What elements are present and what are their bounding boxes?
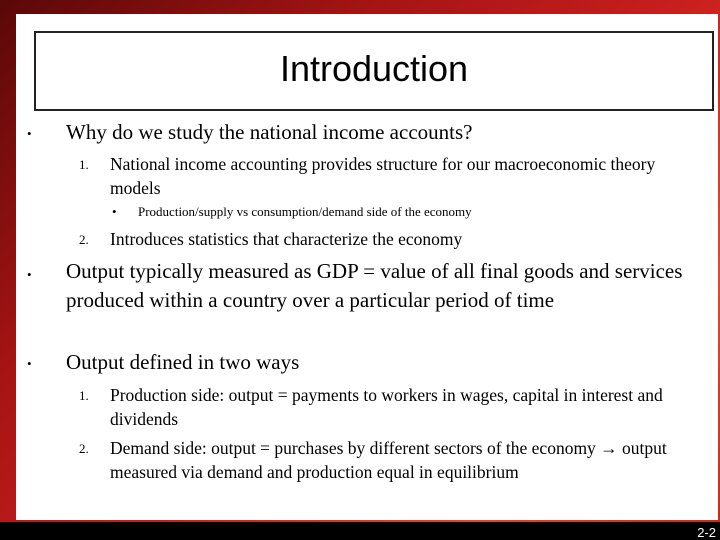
- numbered-marker: 1.: [79, 157, 89, 172]
- bullet-marker: •: [27, 267, 32, 282]
- bullet-text: Why do we study the national income accounts?: [66, 120, 473, 144]
- numbered-item-text: Introduces statistics that characterize the economy: [110, 229, 463, 249]
- slide-canvas: [16, 14, 718, 520]
- title-box: [34, 31, 714, 111]
- numbered-item-text: Production side: output = payments to workers in wages, capital in interest and dividends: [110, 385, 663, 429]
- page-number: 2-2: [697, 525, 716, 540]
- bullet-text: Output typically measured as GDP = value of all final goods and services produced within a country over a particular period of time: [66, 259, 683, 312]
- sub-bullet-text: Production/supply vs consumption/demand side of the economy: [138, 204, 472, 219]
- numbered-item-text: Demand side: output = purchases by different sectors of the economy → output measured via demand and production equal in equilibrium: [110, 438, 667, 482]
- bullet-text: Output defined in two ways: [66, 350, 300, 374]
- bullet-marker: •: [27, 126, 32, 141]
- numbered-marker: 1.: [79, 388, 89, 403]
- numbered-item-text: National income accounting provides structure for our macroeconomic theory models: [110, 154, 656, 198]
- numbered-marker: 2.: [79, 441, 89, 456]
- slide-title: Introduction: [279, 48, 469, 89]
- bullet-marker: •: [27, 356, 32, 371]
- sub-bullet-marker: •: [112, 204, 117, 219]
- numbered-marker: 2.: [79, 232, 89, 247]
